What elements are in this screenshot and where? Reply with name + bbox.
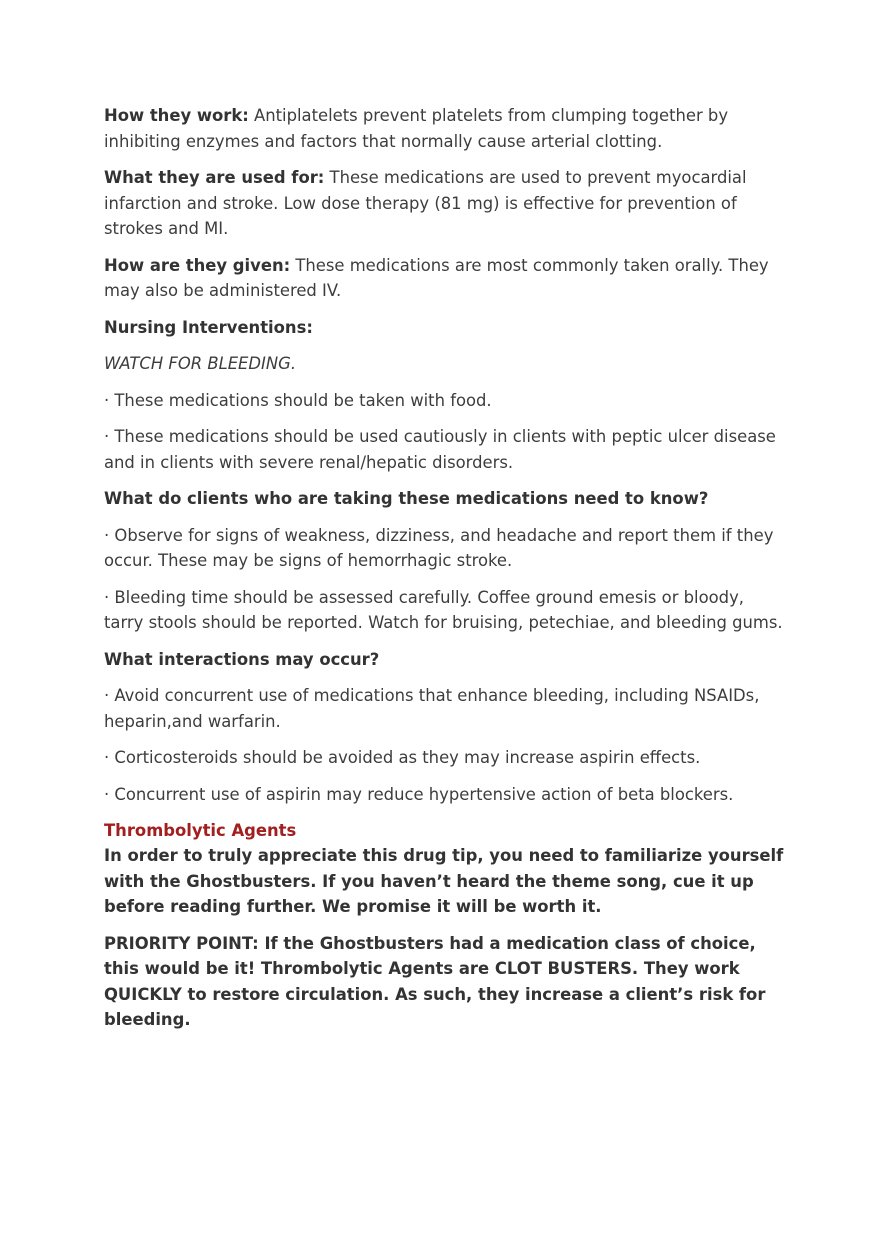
- interactions-item: · Corticosteroids should be avoided as they may increase aspirin effects.: [104, 748, 701, 767]
- how-given-text: These medications are most commonly taken orally. They may also be administered IV.: [104, 255, 769, 300]
- clients-need-to-know-heading: What do clients who are taking these medications need to know?: [104, 489, 709, 508]
- clients-item: · Bleeding time should be assessed carefully. Coffee ground emesis or bloody, tarry stools should be reported. Watch for bruising, petechiae, and bleeding gums.: [104, 587, 783, 632]
- how-they-work-label: How they work:: [104, 106, 249, 125]
- priority-point-paragraph: PRIORITY POINT: If the Ghostbusters had a medication class of choice, this would be it! Thrombolytic Agents are CLOT BUSTERS. They work QUICKLY to restore circulation. As such, they increase a client’s risk for bleeding.: [104, 933, 766, 1029]
- interactions-heading: What interactions may occur?: [104, 649, 380, 669]
- clients-item: · Observe for signs of weakness, dizziness, and headache and report them if they occur. These may be signs of hemorrhagic stroke.: [104, 525, 774, 570]
- how-given-paragraph: [104, 253, 784, 304]
- nursing-interventions-heading: Nursing Interventions:: [104, 317, 313, 337]
- interactions-item: · Concurrent use of aspirin may reduce hypertensive action of beta blockers.: [104, 784, 734, 804]
- nursing-item: · These medications should be used cautiously in clients with peptic ulcer disease and in clients with severe renal/hepatic disorders.: [104, 427, 776, 472]
- nursing-item: · These medications should be taken with food.: [104, 390, 492, 410]
- watch-for-bleeding-note: WATCH FOR BLEEDING.: [104, 354, 297, 373]
- how-given-label: How are they given:: [104, 255, 291, 275]
- interactions-item: · Avoid concurrent use of medications that enhance bleeding, including NSAIDs, heparin,and warfarin.: [104, 686, 760, 731]
- used-for-text: These medications are used to prevent myocardial infarction and stroke. Low dose therapy (81 mg) is effective for prevention of strokes and MI.: [104, 168, 747, 238]
- document-page: [104, 103, 784, 1044]
- how-they-work-paragraph: [104, 103, 784, 154]
- thrombolytic-intro-paragraph: In order to truly appreciate this drug tip, you need to familiarize yourself with the Ghostbusters. If you haven’t heard the theme song, cue it up before reading further. We promise it will be worth it.: [104, 846, 784, 916]
- how-they-work-text: Antiplatelets prevent platelets from clumping together by inhibiting enzymes and factors that normally cause arterial clotting.: [104, 106, 729, 151]
- thrombolytic-agents-title: Thrombolytic Agents: [104, 821, 297, 840]
- used-for-paragraph: [104, 165, 784, 242]
- used-for-label: What they are used for:: [104, 168, 325, 187]
